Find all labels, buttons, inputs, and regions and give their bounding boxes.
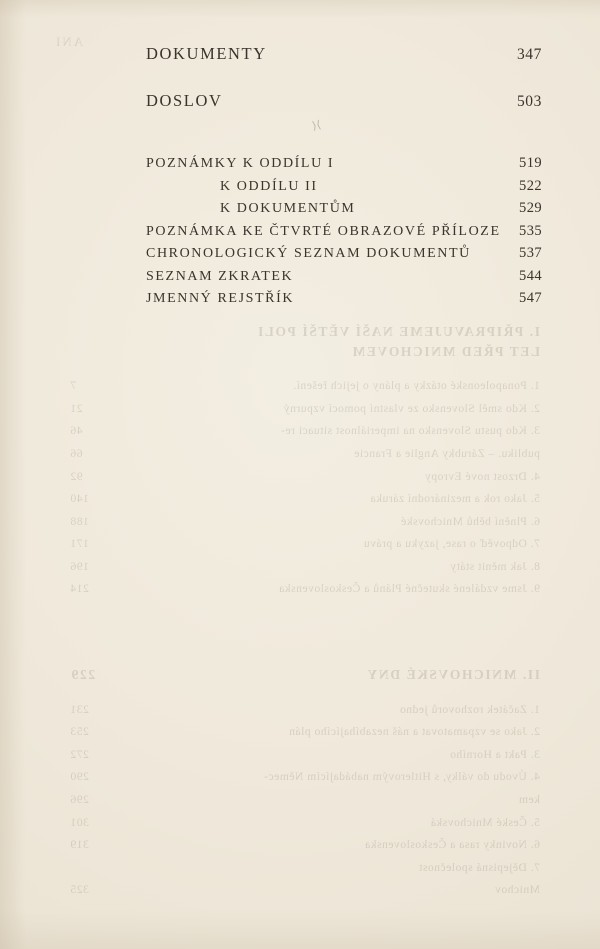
toc-entry-dokumentum [146, 200, 542, 217]
toc-entry-label: JMENNÝ REJSTŘÍK [146, 291, 295, 306]
toc-entry-doslov [146, 91, 542, 111]
toc-entry-poznamka-obrazove-priloze [146, 223, 542, 240]
toc-entry-label: CHRONOLOGICKÝ SEZNAM DOKUMENTŮ [146, 246, 471, 261]
toc-entry-label: DOKUMENTY [146, 44, 267, 63]
toc-major-entries [146, 44, 542, 111]
toc-entry-page: 347 [516, 46, 542, 63]
ink-smudge-mark: ⟩⟨ [311, 118, 323, 133]
toc-entry-oddil-2 [146, 178, 542, 195]
toc-entry-jmenny-rejstrik [146, 290, 542, 307]
toc-entry-page: 522 [519, 177, 542, 194]
toc-entry-page: 529 [519, 200, 542, 216]
toc-entry-label: SEZNAM ZKRATEK [146, 268, 294, 284]
toc-entry-label: K ODDÍLU II [220, 178, 318, 194]
toc-entry-page: 503 [516, 93, 542, 110]
toc-entry-chronologicky-seznam [146, 245, 542, 262]
toc-entry-label: POZNÁMKA KE ČTVRTÉ OBRAZOVÉ PŘÍLOZE [146, 223, 501, 239]
toc-entry-page: 519 [519, 155, 542, 171]
toc-entry-seznam-zkratek [146, 268, 542, 285]
table-of-contents [146, 44, 542, 313]
toc-entry-page: 537 [519, 245, 542, 261]
toc-notes-entries [146, 155, 542, 307]
toc-entry-poznamky-oddil-1 [146, 155, 542, 172]
toc-entry-label: DOSLOV [146, 91, 223, 110]
toc-entry-dokumenty [146, 44, 542, 64]
toc-entry-label: K DOKUMENTŮM [220, 201, 356, 216]
toc-entry-label: POZNÁMKY K ODDÍLU I [146, 156, 335, 171]
toc-entry-page: 544 [519, 267, 542, 284]
toc-entry-page: 547 [519, 290, 542, 306]
toc-entry-page: 535 [519, 222, 542, 239]
